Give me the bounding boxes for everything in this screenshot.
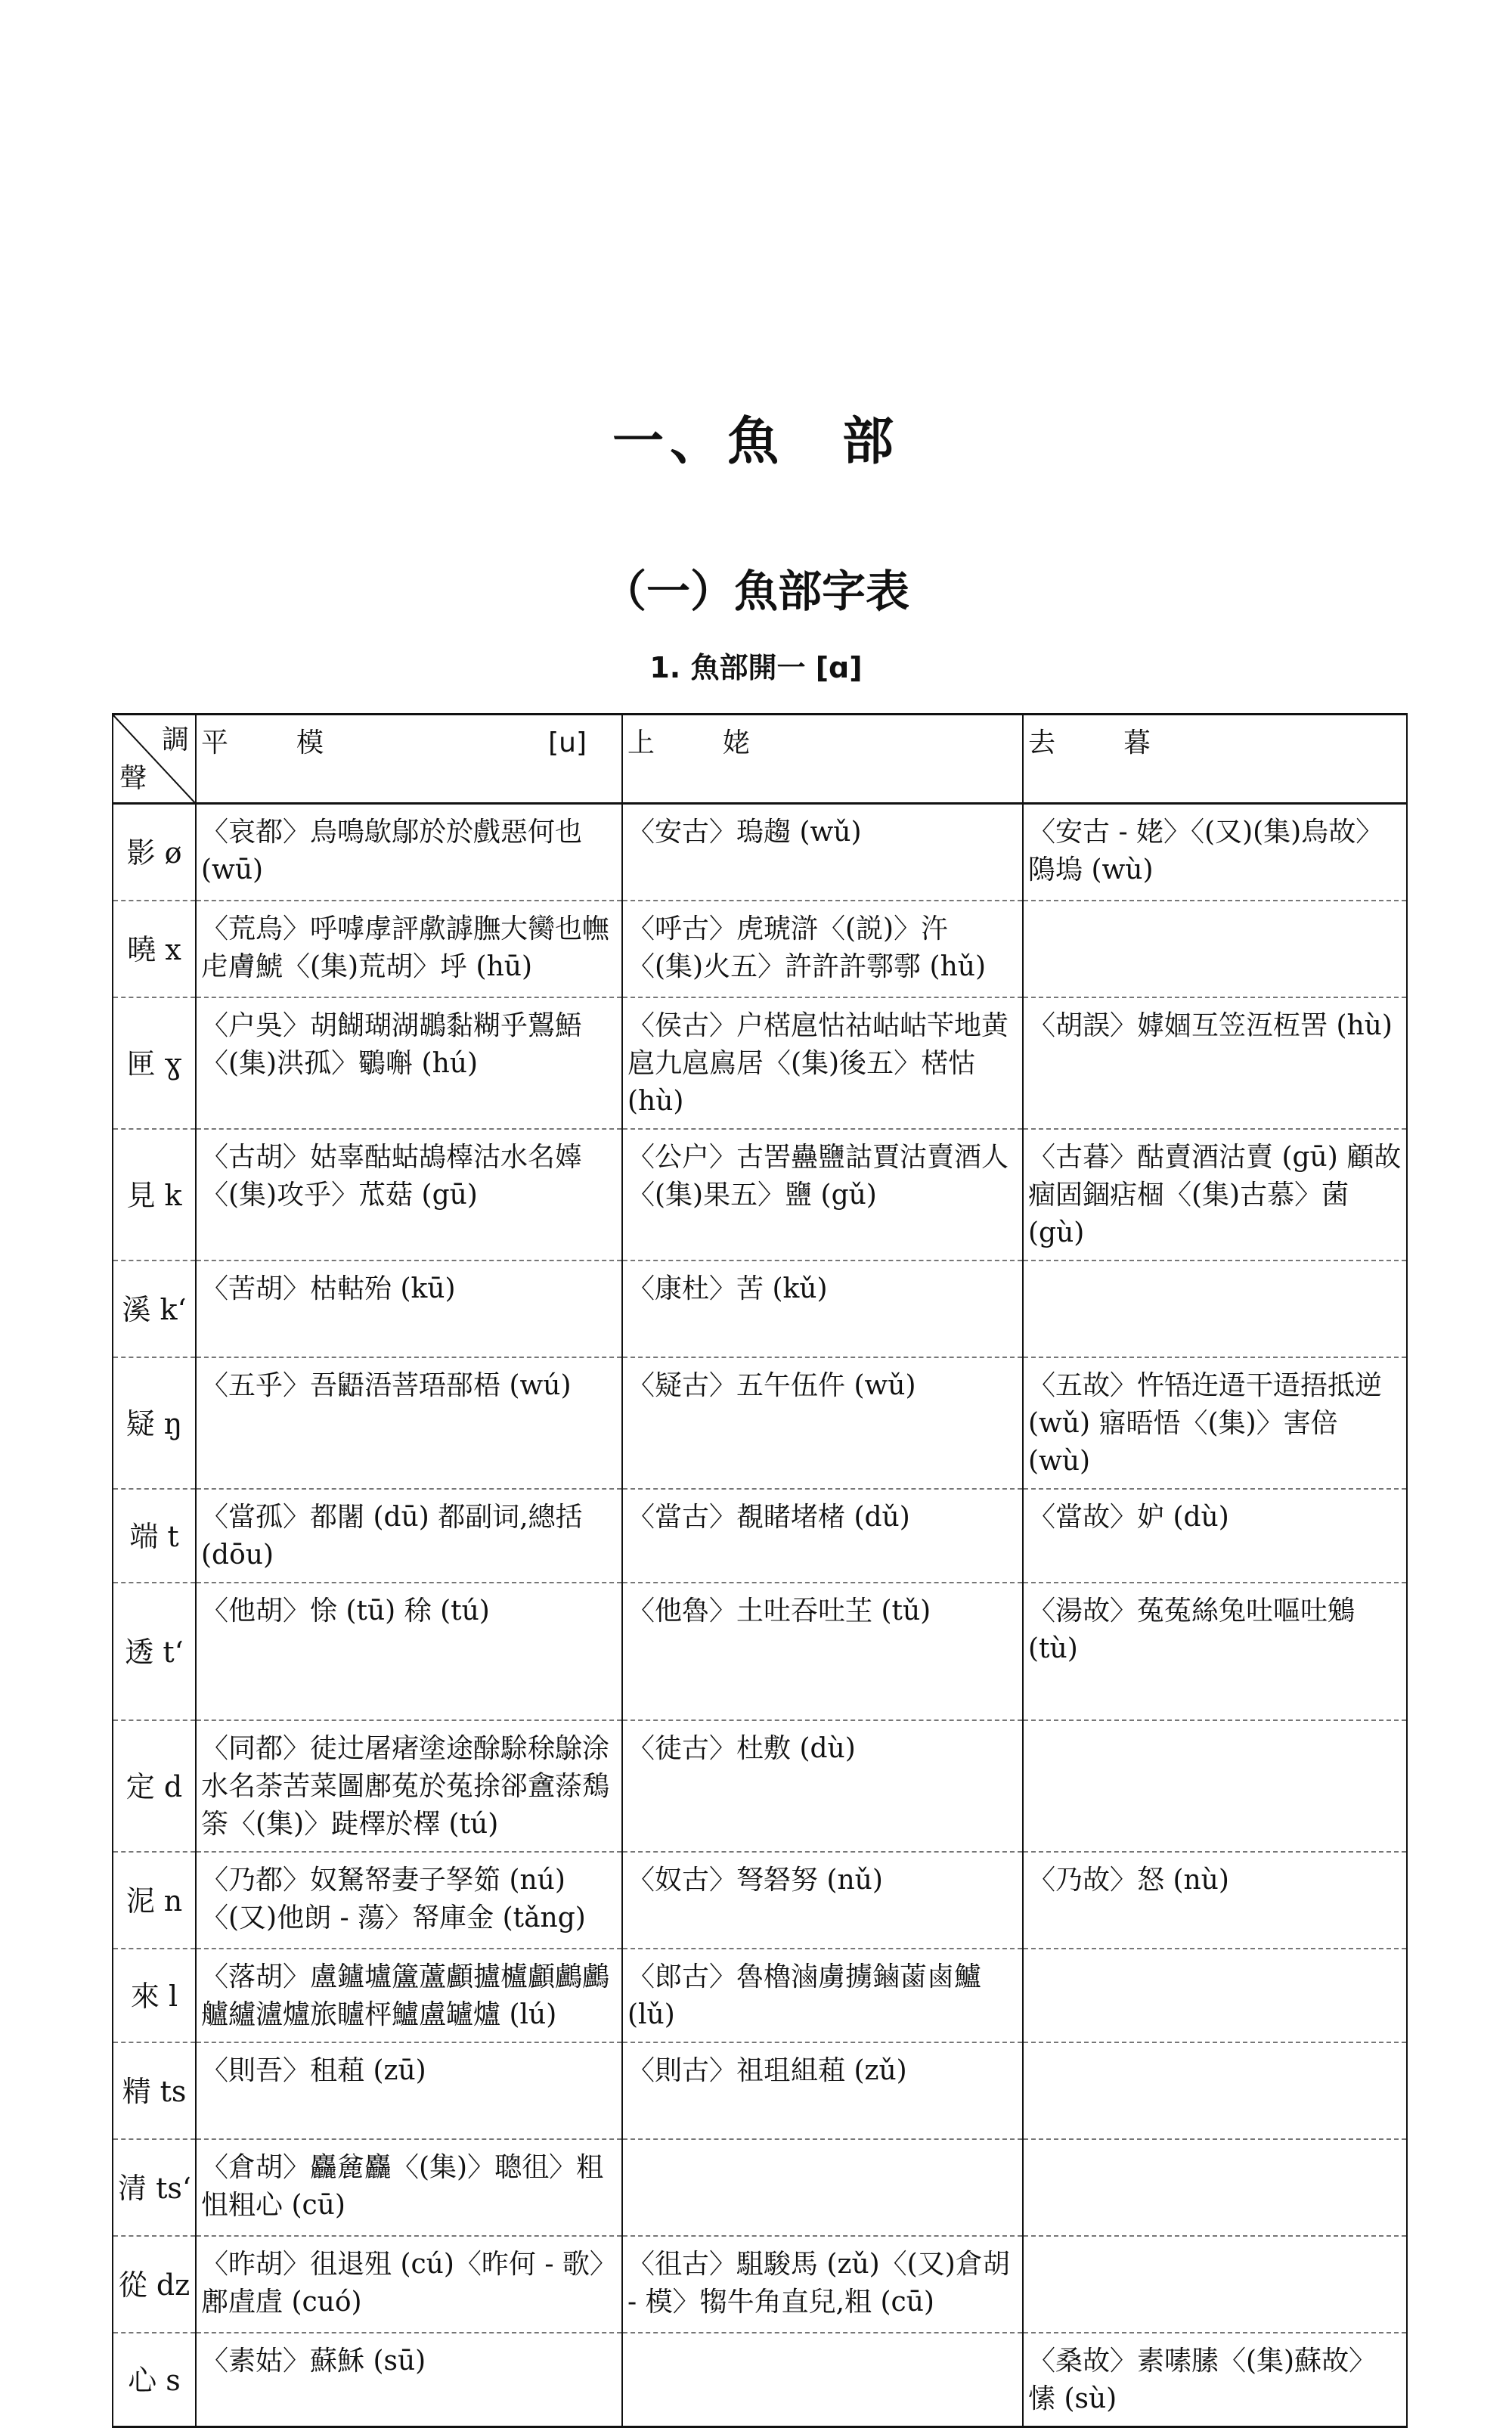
initial-cell: 清 tsʻ	[113, 2139, 196, 2236]
table-row	[113, 901, 1407, 997]
initial-cell: 定 d	[113, 1720, 196, 1852]
table-row	[113, 1357, 1407, 1489]
initial-cell: 泥 n	[113, 1852, 196, 1949]
corner-label-initial: 聲	[119, 763, 147, 794]
table-row	[113, 1949, 1407, 2042]
table-row	[113, 1261, 1407, 1357]
qu-cell: 〈桑故〉素嗉膆〈(集)蘇故〉愫 (sù)	[1023, 2333, 1407, 2427]
qu-cell	[1023, 2042, 1407, 2139]
ping-cell: 〈乃都〉奴駑帑妻子孥筎 (nú)〈(又)他朗 - 蕩〉帑庫金 (tǎng)	[196, 1852, 622, 1949]
shang-cell: 〈奴古〉弩砮努 (nǔ)	[622, 1852, 1023, 1949]
qu-cell: 〈古暮〉酤賣酒沽賣 (gū) 顧故痼固錮痁棝〈(集)古慕〉菌 (gù)	[1023, 1129, 1407, 1261]
initial-cell: 來 l	[113, 1949, 196, 2042]
header-rhyme-qu: 暮	[1123, 727, 1151, 758]
ping-cell: 〈户吳〉胡餬瑚湖鶘黏糊乎鶦鯃〈(集)洪孤〉鸀嘝 (hú)	[196, 997, 622, 1129]
table-row	[113, 1720, 1407, 1852]
shang-cell: 〈康杜〉苦 (kǔ)	[622, 1261, 1023, 1357]
initial-cell: 疑 ŋ	[113, 1357, 196, 1489]
table-row	[113, 2042, 1407, 2139]
header-ping	[196, 715, 622, 804]
initial-cell: 精 ts	[113, 2042, 196, 2139]
corner-label-tone: 調	[161, 724, 189, 755]
ping-cell: 〈當孤〉都闍 (dū) 都副词,總括 (dōu)	[196, 1489, 622, 1583]
qu-cell	[1023, 1261, 1407, 1357]
shang-cell: 〈安古〉瑦趨 (wǔ)	[622, 804, 1023, 901]
initial-cell: 匣 ɣ	[113, 997, 196, 1129]
initial-cell: 曉 x	[113, 901, 196, 997]
shang-cell: 〈疑古〉五午伍仵 (wǔ)	[622, 1357, 1023, 1489]
table-row	[113, 1583, 1407, 1720]
ping-cell: 〈則吾〉租蒩 (zū)	[196, 2042, 622, 2139]
qu-cell: 〈湯故〉菟菟絲兔吐嘔吐鵵 (tù)	[1023, 1583, 1407, 1720]
shang-cell: 〈呼古〉虎琥滸〈(説)〉汻〈(集)火五〉許許許鄠鄠 (hǔ)	[622, 901, 1023, 997]
qu-cell: 〈胡誤〉嫭婟互笠沍枑罟 (hù)	[1023, 997, 1407, 1129]
shang-cell: 〈侯古〉户楛扈怙祜岵岵苄地黄扈九扈鳸居〈(集)後五〉楛怙 (hù)	[622, 997, 1023, 1129]
initial-cell: 透 tʻ	[113, 1583, 196, 1720]
shang-cell: 〈公户〉古罟蠱鹽詁賈沽賣酒人〈(集)果五〉鹽 (gǔ)	[622, 1129, 1023, 1261]
qu-cell: 〈安古 - 姥〉〈(又)(集)烏故〉隝塢 (wù)	[1023, 804, 1407, 901]
header-qu	[1023, 715, 1407, 804]
qu-cell	[1023, 901, 1407, 997]
initial-cell: 見 k	[113, 1129, 196, 1261]
table-row	[113, 804, 1407, 901]
ping-cell: 〈苦胡〉枯軲殆 (kū)	[196, 1261, 622, 1357]
shang-cell	[622, 2333, 1023, 2427]
table-row	[113, 1489, 1407, 1583]
ping-cell: 〈昨胡〉徂退殂 (cú)〈昨何 - 歌〉鄌虘虘 (cuó)	[196, 2236, 622, 2333]
table-row	[113, 1852, 1407, 1949]
ping-cell: 〈他胡〉悇 (tū) 稌 (tú)	[196, 1583, 622, 1720]
qu-cell: 〈五故〉忤啎迕逜干逜捂抵逆 (wǔ) 寤晤悟〈(集)〉害倍 (wù)	[1023, 1357, 1407, 1489]
initial-cell: 端 t	[113, 1489, 196, 1583]
qu-cell	[1023, 2236, 1407, 2333]
section-heading: 1. 魚部開一 [ɑ]	[649, 651, 863, 684]
ping-cell: 〈哀都〉烏鳴歍鄔於於戲惡何也 (wū)	[196, 804, 622, 901]
initial-cell: 心 s	[113, 2333, 196, 2427]
qu-cell	[1023, 2139, 1407, 2236]
qu-cell	[1023, 1949, 1407, 2042]
ping-cell: 〈落胡〉盧鑪壚籚蘆顱攎櫨顱鸕鸕艫纑瀘爐旅矑枰鱸盧罏爐 (lú)	[196, 1949, 622, 2042]
header-shang	[622, 715, 1023, 804]
ping-cell: 〈荒烏〉呼嘑虖評歑謼膴大臠也幠虍膚鯱〈(集)荒胡〉垀 (hū)	[196, 901, 622, 997]
qu-cell: 〈乃故〉怒 (nù)	[1023, 1852, 1407, 1949]
table-row	[113, 1129, 1407, 1261]
page-subtitle: （一）魚部字表	[602, 566, 909, 617]
ping-cell: 〈五乎〉吾鼯浯菩珸郚梧 (wú)	[196, 1357, 622, 1489]
shang-cell	[622, 2139, 1023, 2236]
table-row	[113, 2139, 1407, 2236]
ping-cell: 〈古胡〉姑辜酤蛄鴣橭沽水名嫴〈(集)攻乎〉苽菇 (gū)	[196, 1129, 622, 1261]
shang-cell: 〈則古〉祖珇組蒩 (zǔ)	[622, 2042, 1023, 2139]
ping-cell: 〈同都〉徒辻屠瘏塗途酴駼稌鵌涂水名荼苦菜圖鄌菟於菟捈郤盦蒤鵚筡〈(集)〉跿檡於檡 (tú)	[196, 1720, 622, 1852]
table-row	[113, 997, 1407, 1129]
table-header-row	[113, 715, 1407, 804]
shang-cell: 〈當古〉覩睹堵楮 (dǔ)	[622, 1489, 1023, 1583]
initial-cell: 從 dz	[113, 2236, 196, 2333]
shang-cell: 〈徒古〉杜敷 (dù)	[622, 1720, 1023, 1852]
table-corner	[113, 715, 196, 804]
header-tone-shang: 上	[627, 727, 655, 758]
table-row	[113, 2236, 1407, 2333]
header-rhyme-shang: 姥	[723, 727, 751, 758]
header-tone-ping: 平	[201, 727, 229, 758]
initial-cell: 影 ø	[113, 804, 196, 901]
header-ping-value: [u]	[548, 727, 587, 758]
header-rhyme-ping: 模	[296, 727, 324, 758]
page-title: 一、魚 部	[612, 411, 900, 472]
header-tone-qu: 去	[1028, 727, 1056, 758]
qu-cell	[1023, 1720, 1407, 1852]
rime-table	[112, 713, 1408, 2428]
ping-cell: 〈素姑〉蘇穌 (sū)	[196, 2333, 622, 2427]
initial-cell: 溪 kʻ	[113, 1261, 196, 1357]
ping-cell: 〈倉胡〉麤麄麤〈(集)〉聰徂〉粗怚粗心 (cū)	[196, 2139, 622, 2236]
qu-cell: 〈當故〉妒 (dù)	[1023, 1489, 1407, 1583]
table-row	[113, 2333, 1407, 2427]
shang-cell: 〈郎古〉魯櫓滷虜擄鏀蓾鹵鱸 (lǔ)	[622, 1949, 1023, 2042]
shang-cell: 〈徂古〉駔駿馬 (zǔ)〈(又)倉胡 - 模〉犓牛角直兒,粗 (cū)	[622, 2236, 1023, 2333]
shang-cell: 〈他魯〉土吐吞吐芏 (tǔ)	[622, 1583, 1023, 1720]
